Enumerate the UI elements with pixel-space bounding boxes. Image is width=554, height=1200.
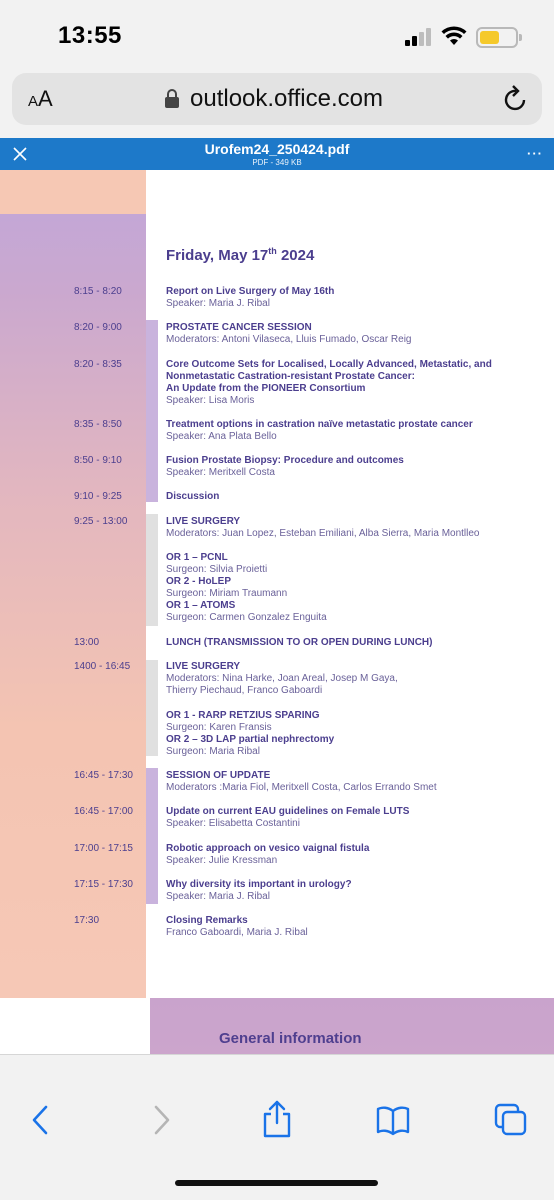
item-speaker: Speaker: Lisa Moris <box>166 395 255 406</box>
time-label: 13:00 <box>74 637 100 648</box>
item-title: Fusion Prostate Biopsy: Procedure and outcomes <box>166 455 404 466</box>
address-bar[interactable] <box>12 73 542 125</box>
item-title-line1: Core Outcome Sets for Localised, Locally Advanced, Metastatic, and <box>166 359 492 370</box>
item-title: SESSION OF UPDATE <box>166 770 271 781</box>
time-label: 9:25 - 13:00 <box>74 516 128 527</box>
home-indicator <box>175 1180 378 1186</box>
wifi-icon <box>441 25 467 47</box>
time-label: 16:45 - 17:00 <box>74 806 133 817</box>
time-label: 9:10 - 9:25 <box>74 491 122 502</box>
more-options-icon[interactable]: ··· <box>527 146 543 161</box>
day-title: Friday, May 17th 2024 <box>166 246 315 264</box>
item-title: Treatment options in castration naïve metastatic prostate cancer <box>166 419 473 430</box>
time-label: 8:15 - 8:20 <box>74 286 122 297</box>
item-speaker: Speaker: Ana Plata Bello <box>166 431 277 442</box>
item-title: Report on Live Surgery of May 16th <box>166 286 335 297</box>
item-speaker: Speaker: Maria J. Ribal <box>166 298 270 309</box>
tabs-icon[interactable] <box>494 1103 528 1137</box>
session-bar-live-surgery-1 <box>146 514 158 626</box>
or-surgeon: Surgeon: Silvia Proietti <box>166 564 268 575</box>
item-title-line3: An Update from the PIONEER Consortium <box>166 383 366 394</box>
attachment-viewer-header <box>0 138 554 170</box>
or-surgeon: Surgeon: Karen Fransis <box>166 722 272 733</box>
status-time: 13:55 <box>58 22 122 49</box>
item-speaker: Speaker: Meritxell Costa <box>166 467 275 478</box>
item-title: LUNCH (TRANSMISSION TO OR OPEN DURING LUNCH) <box>166 637 433 648</box>
item-moderators: Moderators: Antoni Vilaseca, Lluis Fumado, Oscar Reig <box>166 334 412 345</box>
session-bar-live-surgery-2 <box>146 660 158 756</box>
browser-toolbar <box>0 1054 554 1200</box>
left-color-band <box>0 170 146 998</box>
or-surgeon: Surgeon: Miriam Traumann <box>166 588 288 599</box>
item-title: Robotic approach on vesico vaignal fistula <box>166 843 370 854</box>
item-title: LIVE SURGERY <box>166 516 241 527</box>
item-moderators: Moderators :Maria Fiol, Meritxell Costa, Carlos Errando Smet <box>166 782 437 793</box>
pdf-page[interactable] <box>0 170 554 1054</box>
item-speaker: Speaker: Julie Kressman <box>166 855 278 866</box>
or-title: OR 1 – ATOMS <box>166 600 236 611</box>
time-label: 8:35 - 8:50 <box>74 419 122 430</box>
item-moderators-line2: Thierry Piechaud, Franco Gaboardi <box>166 685 323 696</box>
forward-icon[interactable] <box>144 1103 178 1137</box>
share-icon[interactable] <box>260 1099 294 1139</box>
item-moderators-line1: Moderators: Nina Harke, Joan Areal, Josep M Gaya, <box>166 673 398 684</box>
or-title: OR 2 - HoLEP <box>166 576 232 587</box>
document-title: Urofem24_250424.pdf <box>204 141 350 157</box>
item-speaker: Speaker: Maria J. Ribal <box>166 891 270 902</box>
or-title: OR 2 – 3D LAP partial nephrectomy <box>166 734 335 745</box>
time-label: 17:30 <box>74 915 100 926</box>
lock-icon <box>164 88 180 109</box>
time-label: 8:50 - 9:10 <box>74 455 122 466</box>
url-text: outlook.office.com <box>190 85 383 112</box>
or-surgeon: Surgeon: Carmen Gonzalez Enguita <box>166 612 327 623</box>
time-label: 1400 - 16:45 <box>74 661 131 672</box>
status-bar <box>0 0 554 70</box>
or-title: OR 1 - RARP RETZIUS SPARING <box>166 710 320 721</box>
item-title: Why diversity its important in urology? <box>166 879 352 890</box>
item-speaker: Franco Gaboardi, Maria J. Ribal <box>166 927 308 938</box>
bookmarks-icon[interactable] <box>376 1103 410 1137</box>
battery-icon <box>476 27 518 48</box>
item-title: LIVE SURGERY <box>166 661 241 672</box>
document-subtitle: PDF - 349 KB <box>252 158 302 167</box>
or-surgeon: Surgeon: Maria Ribal <box>166 746 260 757</box>
or-title: OR 1 – PCNL <box>166 552 228 563</box>
item-title: Update on current EAU guidelines on Female LUTS <box>166 806 410 817</box>
item-title: Discussion <box>166 491 220 502</box>
item-title: Closing Remarks <box>166 915 248 926</box>
general-info-heading: General information <box>219 1030 362 1047</box>
item-moderators: Moderators: Juan Lopez, Esteban Emiliani, Alba Sierra, Maria Montlleo <box>166 528 480 539</box>
item-speaker: Speaker: Elisabetta Costantini <box>166 818 300 829</box>
time-label: 8:20 - 9:00 <box>74 322 122 333</box>
time-label: 17:15 - 17:30 <box>74 879 133 890</box>
time-label: 16:45 - 17:30 <box>74 770 133 781</box>
text-size-button[interactable]: AA <box>28 86 53 111</box>
session-bar-update <box>146 768 158 904</box>
session-bar-prostate <box>146 320 158 502</box>
reload-icon[interactable] <box>502 84 530 114</box>
time-label: 8:20 - 8:35 <box>74 359 122 370</box>
item-title: PROSTATE CANCER SESSION <box>166 322 312 333</box>
time-label: 17:00 - 17:15 <box>74 843 133 854</box>
item-title-line2: Nonmetastatic Castration-resistant Prostate Cancer: <box>166 371 415 382</box>
cellular-signal-icon <box>405 28 433 46</box>
back-icon[interactable] <box>24 1103 58 1137</box>
